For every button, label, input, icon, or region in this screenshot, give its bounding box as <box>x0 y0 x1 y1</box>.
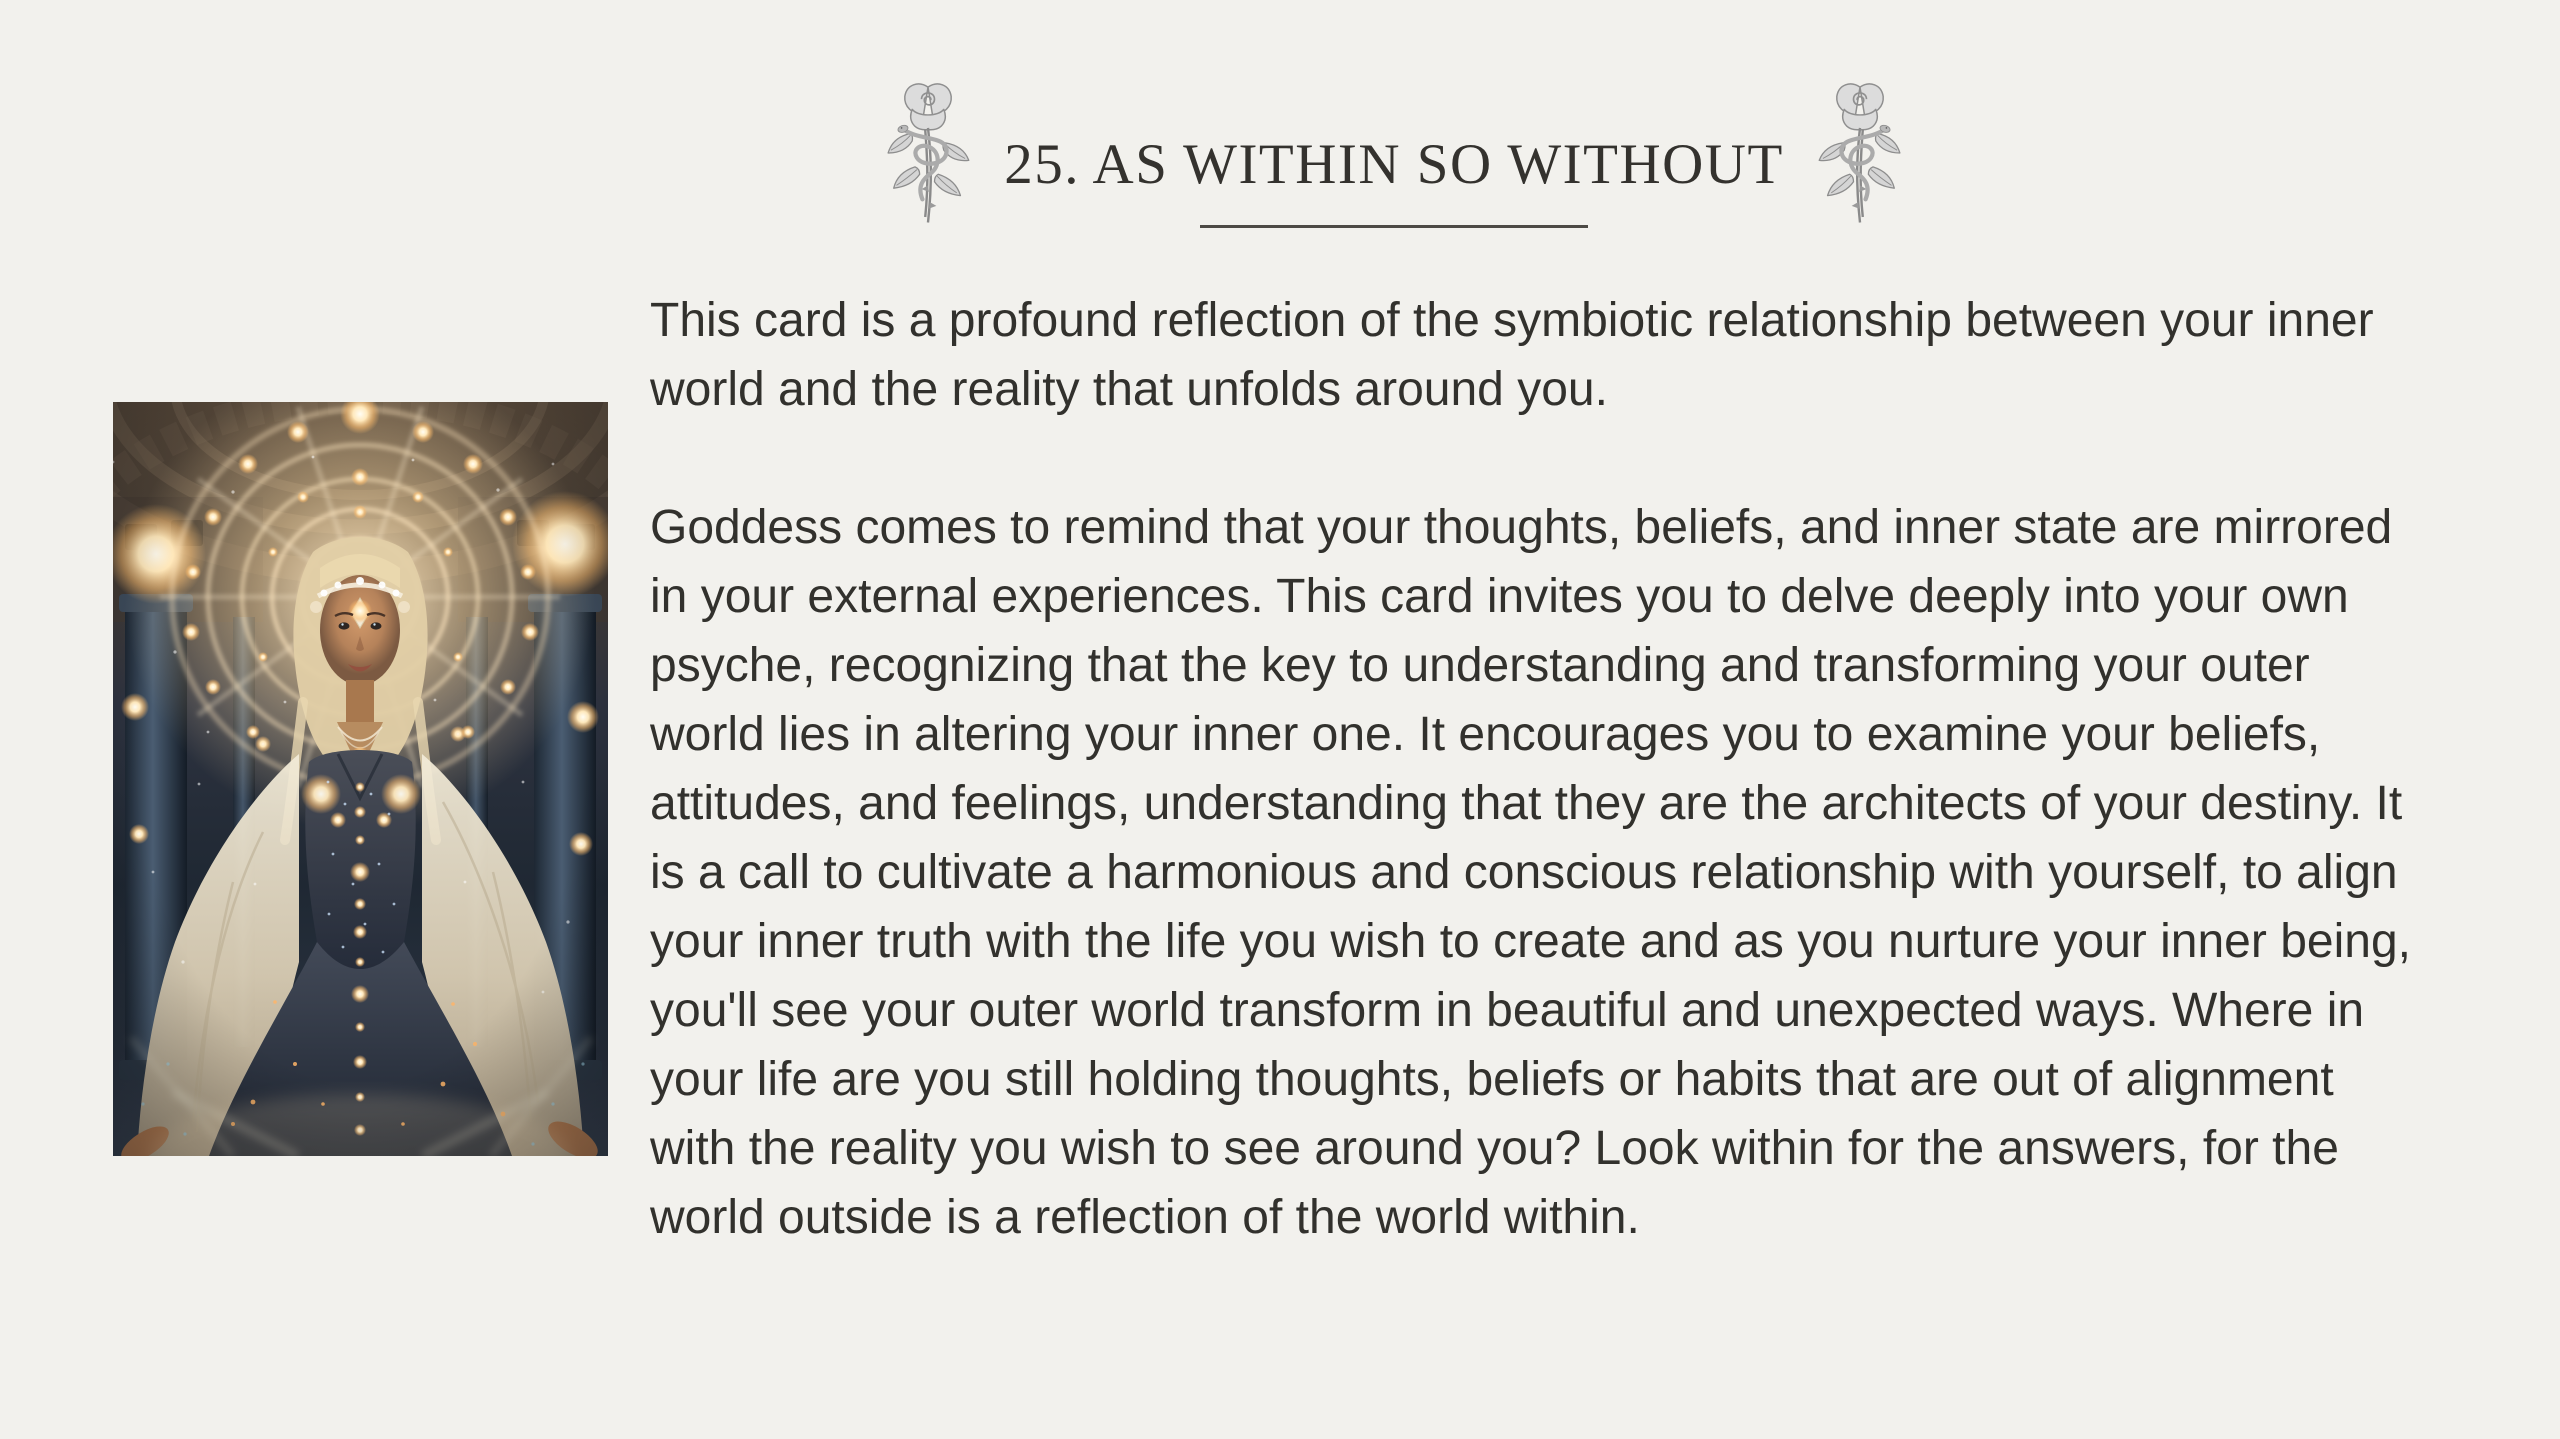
page-title: 25. AS WITHIN SO WITHOUT <box>1004 133 1784 196</box>
rose-ornament-left-icon <box>880 76 976 229</box>
description-paragraph: Goddess comes to remind that your thoughts, beliefs, and inner state are mirrored in your external experiences. This card invites you to delve deeply into your own psyche, recognizing that the key to understanding and transforming your outer world lies in altering your inner one. It encourages you to examine your beliefs, attitudes, and feelings, understanding that they are the architects of your destiny. It is a call to cultivate a harmonious and conscious relationship with yourself, to align your inner truth with the life you wish to create and as you nurture your inner being, you'll see your outer world transform in beautiful and unexpected ways. Where in your life are you still holding thoughts, beliefs or habits that are out of alignment with the reality you wish to see around you? Look within for the answers, for the world outside is a reflection of the world within. <box>650 501 2411 1244</box>
description-paragraph: This card is a profound reflection of the symbiotic relationship between your inner world and the reality that unfolds around you. <box>650 294 2374 416</box>
rose-ornament-right-icon <box>1812 76 1908 229</box>
title-underline <box>1200 225 1588 228</box>
card-image <box>113 402 608 1156</box>
card-description <box>650 286 2412 1252</box>
